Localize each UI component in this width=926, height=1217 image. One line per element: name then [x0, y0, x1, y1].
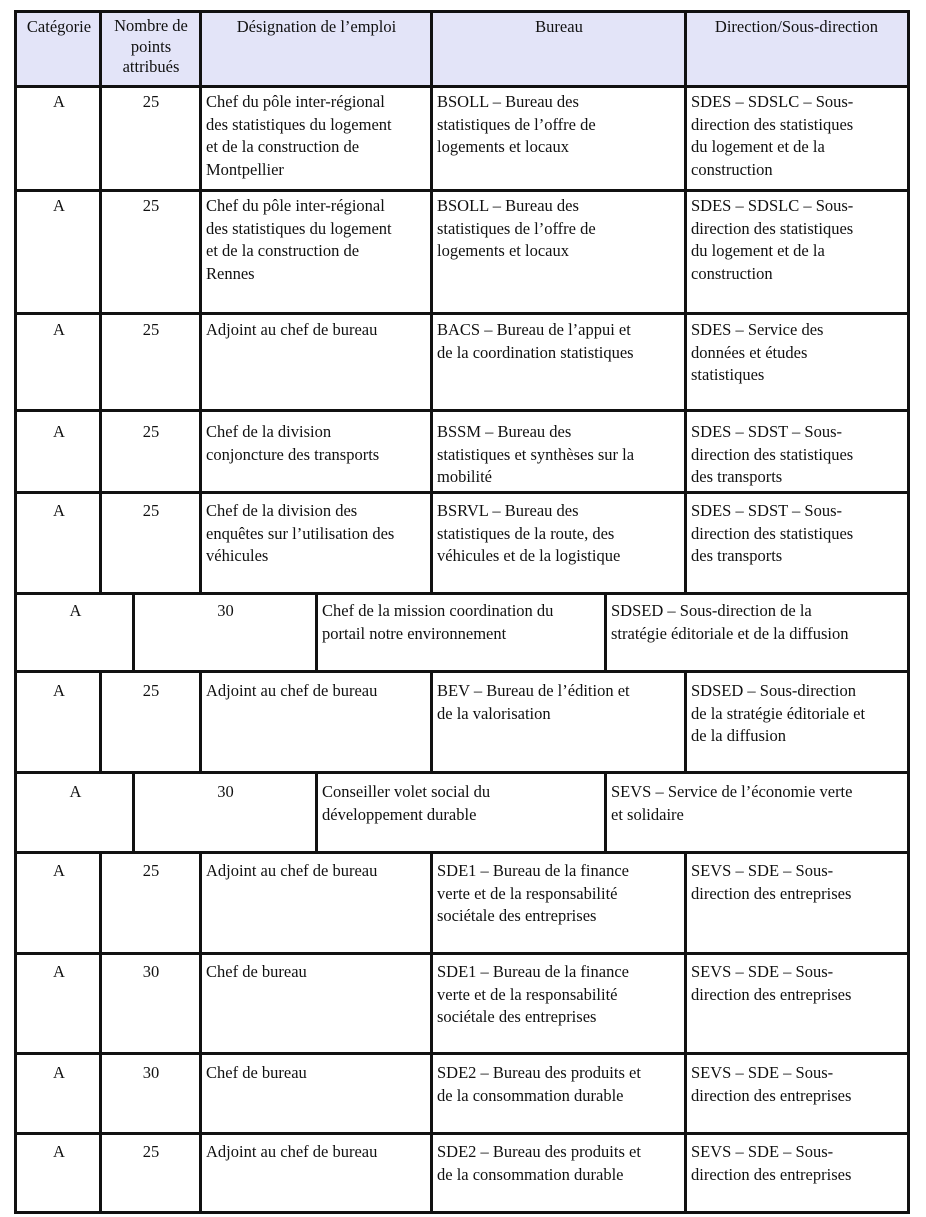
row-divider — [14, 592, 910, 595]
bureau-line: statistiques de l’offre de — [437, 114, 596, 134]
bureau-line: verte et de la responsabilité — [437, 883, 618, 903]
row-divider — [14, 85, 910, 88]
row-3-points: 25 — [142, 320, 160, 339]
row-1-points: 25 — [142, 92, 160, 111]
bureau-line: stratégie éditoriale et de la diffusion — [611, 623, 849, 643]
direction-line: SEVS – SDE – Sous- — [691, 1142, 834, 1161]
row-divider — [14, 1052, 910, 1055]
bureau-line: BSSM – Bureau des — [437, 422, 572, 441]
row-2-categorie: A — [53, 196, 65, 215]
designation-line: Chef de bureau — [206, 962, 307, 981]
header-direction — [686, 13, 907, 83]
header-bureau — [432, 13, 686, 83]
designation-line: portail notre environnement — [322, 623, 507, 643]
row-9-designation — [201, 857, 432, 947]
bureau-line: véhicules et de la logistique — [437, 546, 621, 565]
designation-line: Adjoint au chef de bureau — [206, 681, 378, 700]
direction-line: de la diffusion — [691, 726, 787, 745]
row-8-points: 30 — [217, 782, 234, 801]
row-7-designation — [201, 677, 432, 767]
row-9-points: 25 — [142, 861, 160, 880]
header-points-line: points — [130, 36, 172, 56]
header-designation-text: Désignation de l’emploi — [236, 17, 397, 36]
direction-line: SEVS – SDE – Sous- — [691, 861, 834, 880]
bureau-line: BSOLL – Bureau des — [437, 196, 579, 215]
row-1-bureau — [432, 88, 686, 188]
row-4-categorie: A — [53, 422, 65, 441]
designation-line: Chef de bureau — [206, 1063, 307, 1082]
direction-line: direction des entreprises — [691, 984, 852, 1004]
row-1-direction — [686, 88, 907, 188]
designation-line: Chef du pôle inter-régional — [206, 196, 385, 215]
row-4-direction — [686, 418, 907, 488]
row-8-designation — [317, 778, 606, 848]
column-divider — [684, 851, 687, 1214]
bureau-line: BEV – Bureau de l’édition et — [437, 681, 630, 700]
direction-line: direction des entreprises — [691, 1164, 852, 1184]
row-5-bureau — [432, 497, 686, 589]
header-points-line: attribués — [122, 57, 180, 76]
column-divider — [604, 771, 607, 854]
column-divider — [132, 771, 135, 854]
direction-line: statistiques — [691, 365, 765, 384]
column-divider — [132, 592, 135, 673]
row-6-categorie: A — [69, 601, 82, 620]
row-12-bureau — [432, 1138, 686, 1208]
direction-line: direction des entreprises — [691, 883, 852, 903]
header-categorie — [17, 13, 101, 83]
bureau-line: SDE2 – Bureau des produits et — [437, 1063, 641, 1082]
direction-line: SEVS – SDE – Sous- — [691, 1063, 834, 1082]
direction-line: direction des statistiques — [691, 114, 854, 134]
direction-line: SDES – Service des — [691, 320, 824, 339]
row-10-designation — [201, 958, 432, 1048]
column-divider — [315, 592, 318, 673]
row-8-bureau — [606, 778, 907, 848]
row-10-bureau — [432, 958, 686, 1048]
column-divider — [430, 670, 433, 774]
direction-line: de la stratégie éditoriale et — [691, 703, 866, 723]
designation-line: et de la construction de — [206, 241, 360, 260]
direction-line: SDES – SDSLC – Sous- — [691, 92, 854, 111]
designation-line: Chef de la division des — [206, 501, 358, 520]
row-12-points: 25 — [142, 1142, 160, 1161]
header-points — [101, 13, 201, 83]
row-6-bureau — [606, 597, 907, 667]
column-divider — [99, 851, 102, 1214]
column-divider — [99, 670, 102, 774]
designation-line: Montpellier — [206, 159, 284, 179]
direction-line: du logement et de la — [691, 241, 825, 260]
row-3-categorie: A — [53, 320, 65, 339]
row-3-designation — [201, 316, 432, 406]
row-7-points: 25 — [142, 681, 160, 700]
bureau-line: logements et locaux — [437, 241, 569, 260]
row-10-categorie: A — [53, 962, 65, 981]
direction-line: des transports — [691, 546, 783, 565]
direction-line: du logement et de la — [691, 137, 825, 156]
designation-line: Conseiller volet social du — [322, 782, 491, 801]
designation-line: développement durable — [322, 804, 477, 824]
header-points-line: Nombre de — [114, 16, 188, 35]
bureau-line: SDE1 – Bureau de la finance — [437, 861, 629, 880]
designation-line: Chef du pôle inter-régional — [206, 92, 385, 111]
direction-line: SDSED – Sous-direction — [691, 681, 856, 700]
bureau-line: statistiques de la route, des — [437, 523, 615, 543]
row-12-designation — [201, 1138, 432, 1208]
row-divider — [14, 491, 910, 494]
row-5-categorie: A — [53, 501, 65, 520]
row-11-categorie: A — [53, 1063, 65, 1082]
row-4-designation — [201, 418, 432, 488]
bureau-line: logements et locaux — [437, 137, 569, 156]
row-5-points: 25 — [142, 501, 160, 520]
designation-line: Rennes — [206, 263, 255, 283]
designation-line: Adjoint au chef de bureau — [206, 1142, 378, 1161]
header-direction-text: Direction/Sous-direction — [714, 17, 879, 36]
direction-line: construction — [691, 263, 773, 283]
row-9-categorie: A — [53, 861, 65, 880]
designation-line: Chef de la mission coordination du — [322, 601, 554, 620]
bureau-line: BACS – Bureau de l’appui et — [437, 320, 631, 339]
bureau-line: sociétale des entreprises — [437, 906, 597, 925]
designation-line: Adjoint au chef de bureau — [206, 320, 378, 339]
row-1-designation — [201, 88, 432, 188]
bureau-line: verte et de la responsabilité — [437, 984, 618, 1004]
bureau-line: de la consommation durable — [437, 1164, 624, 1184]
direction-line: SEVS – SDE – Sous- — [691, 962, 834, 981]
bureau-line: de la coordination statistiques — [437, 342, 634, 362]
row-8-categorie: A — [69, 782, 82, 801]
direction-line: SDES – SDSLC – Sous- — [691, 196, 854, 215]
designation-line: des statistiques du logement — [206, 114, 392, 134]
direction-line: direction des statistiques — [691, 218, 854, 238]
bureau-line: SDE1 – Bureau de la finance — [437, 962, 629, 981]
row-5-direction — [686, 497, 907, 589]
row-10-direction — [686, 958, 907, 1048]
column-divider — [604, 592, 607, 673]
designation-line: conjoncture des transports — [206, 444, 380, 464]
row-9-bureau — [432, 857, 686, 947]
direction-line: construction — [691, 159, 773, 179]
row-divider — [14, 1132, 910, 1135]
bureau-line: BSOLL – Bureau des — [437, 92, 579, 111]
direction-line: direction des entreprises — [691, 1085, 852, 1105]
row-2-direction — [686, 192, 907, 292]
column-divider — [684, 670, 687, 774]
row-divider — [14, 10, 910, 13]
designation-line: Adjoint au chef de bureau — [206, 861, 378, 880]
bureau-line: mobilité — [437, 467, 492, 486]
row-7-direction — [686, 677, 907, 767]
bureau-line: sociétale des entreprises — [437, 1007, 597, 1026]
direction-line: direction des statistiques — [691, 444, 854, 464]
bureau-line: de la consommation durable — [437, 1085, 624, 1105]
column-divider — [99, 10, 102, 595]
direction-line: direction des statistiques — [691, 523, 854, 543]
row-divider — [14, 189, 910, 192]
row-2-bureau — [432, 192, 686, 292]
column-divider — [199, 851, 202, 1214]
row-5-designation — [201, 497, 432, 589]
bureau-line: et solidaire — [611, 804, 684, 824]
bureau-line: BSRVL – Bureau des — [437, 501, 579, 520]
row-10-points: 30 — [142, 962, 160, 981]
direction-line: des transports — [691, 467, 783, 486]
row-9-direction — [686, 857, 907, 947]
row-7-categorie: A — [53, 681, 65, 700]
row-2-points: 25 — [142, 196, 160, 215]
row-1-categorie: A — [53, 92, 65, 111]
column-divider — [315, 771, 318, 854]
bureau-line: statistiques de l’offre de — [437, 218, 596, 238]
row-divider — [14, 771, 910, 774]
designation-line: des statistiques du logement — [206, 218, 392, 238]
row-6-designation — [317, 597, 606, 667]
row-12-categorie: A — [53, 1142, 65, 1161]
column-divider — [199, 670, 202, 774]
designation-line: enquêtes sur l’utilisation des — [206, 523, 395, 543]
row-11-points: 30 — [142, 1063, 160, 1082]
row-4-bureau — [432, 418, 686, 488]
row-divider — [14, 409, 910, 412]
direction-line: SDES – SDST – Sous- — [691, 501, 842, 520]
row-3-direction — [686, 316, 907, 406]
row-divider — [14, 851, 910, 854]
row-divider — [14, 1211, 910, 1214]
designation-line: Chef de la division — [206, 422, 332, 441]
direction-line: données et études — [691, 342, 808, 362]
row-6-points: 30 — [217, 601, 234, 620]
row-12-direction — [686, 1138, 907, 1208]
bureau-line: SEVS – Service de l’économie verte — [611, 782, 853, 801]
row-11-designation — [201, 1059, 432, 1129]
designation-line: et de la construction de — [206, 137, 360, 156]
column-divider — [430, 10, 433, 595]
row-4-points: 25 — [142, 422, 160, 441]
direction-line: SDES – SDST – Sous- — [691, 422, 842, 441]
row-11-direction — [686, 1059, 907, 1129]
bureau-line: SDSED – Sous-direction de la — [611, 601, 812, 620]
row-11-bureau — [432, 1059, 686, 1129]
row-divider — [14, 670, 910, 673]
bureau-line: SDE2 – Bureau des produits et — [437, 1142, 641, 1161]
row-3-bureau — [432, 316, 686, 406]
header-designation — [201, 13, 432, 83]
column-divider — [430, 851, 433, 1214]
bureau-line: de la valorisation — [437, 703, 551, 723]
column-divider — [684, 10, 687, 595]
row-divider — [14, 312, 910, 315]
bureau-line: statistiques et synthèses sur la — [437, 444, 635, 464]
designation-line: véhicules — [206, 546, 269, 565]
row-divider — [14, 952, 910, 955]
header-bureau-text: Bureau — [535, 17, 583, 36]
column-divider — [199, 10, 202, 595]
row-7-bureau — [432, 677, 686, 767]
row-2-designation — [201, 192, 432, 292]
header-categorie-text: Catégorie — [26, 17, 92, 36]
